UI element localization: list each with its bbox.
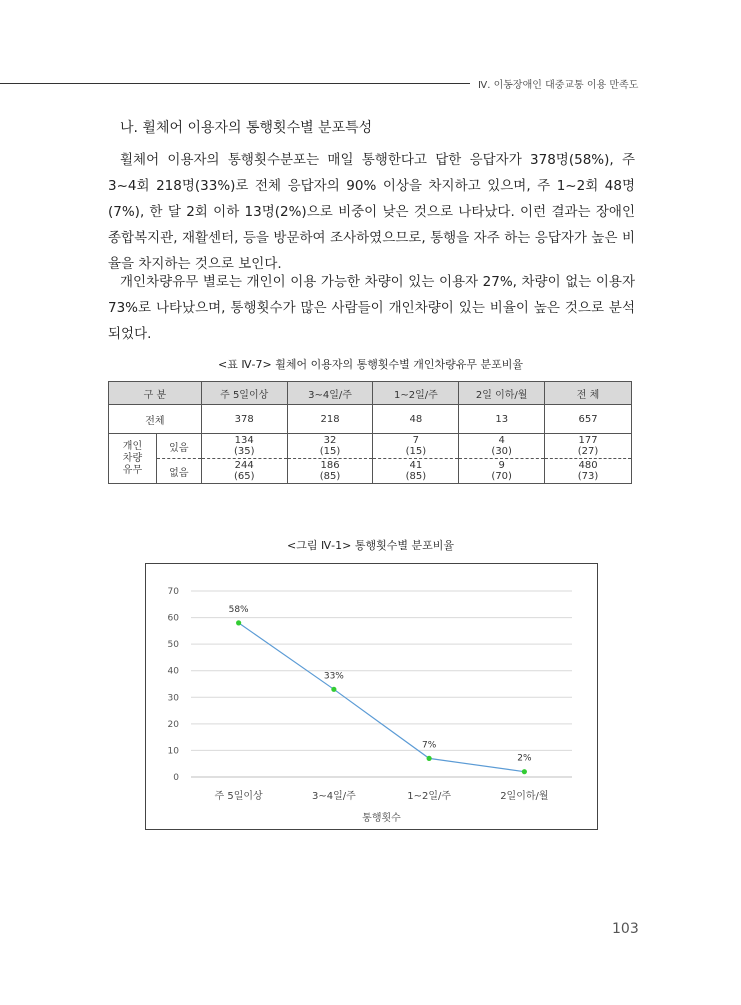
x-tick-label: 3~4일/주 bbox=[311, 791, 356, 802]
header-cell: 2일 이하/월 bbox=[459, 382, 545, 405]
paragraph-2: 개인차량유무 별로는 개인이 이용 가능한 차량이 있는 이용자 27%, 차량이 없는 이용자 73%로 나타났으며, 통행횟수가 많은 사람들이 개인차량이 있는 비율이 높은 것으로 분석되었다. bbox=[108, 274, 635, 342]
y-tick-label: 10 bbox=[167, 746, 179, 757]
table-caption: <표 Ⅳ-7> 휠체어 이용자의 통행횟수별 개인차량유무 분포비율 bbox=[218, 358, 523, 371]
table-cell: 7 (15) bbox=[373, 434, 459, 459]
table-cell: 480 (73) bbox=[545, 459, 632, 484]
chart-svg bbox=[146, 564, 597, 829]
data-point bbox=[522, 769, 527, 774]
figure-caption: <그림 Ⅳ-1> 통행횟수별 분포비율 bbox=[287, 539, 454, 552]
y-tick-label: 70 bbox=[167, 587, 179, 597]
header-cell: 구 분 bbox=[109, 382, 202, 405]
y-tick-label: 0 bbox=[173, 773, 179, 783]
table-cell: 13 bbox=[459, 405, 545, 434]
data-label: 33% bbox=[323, 671, 344, 682]
table-header-row bbox=[109, 382, 632, 405]
table-cell: 48 bbox=[373, 405, 459, 434]
x-axis-label: 통행횟수 bbox=[362, 813, 401, 824]
table-row-no bbox=[109, 459, 632, 484]
x-tick-label: 1~2일/주 bbox=[407, 791, 452, 802]
x-tick-label: 주 5일이상 bbox=[214, 791, 263, 802]
table-cell: 9 (70) bbox=[459, 459, 545, 484]
group-label: 개인 차량 유무 bbox=[109, 434, 157, 484]
table-cell: 4 (30) bbox=[459, 434, 545, 459]
table-cell: 177 (27) bbox=[545, 434, 632, 459]
y-tick-label: 20 bbox=[167, 719, 179, 730]
row-label: 전체 bbox=[109, 405, 202, 434]
row-label: 있음 bbox=[156, 434, 201, 459]
data-point bbox=[331, 687, 336, 692]
table-cell: 657 bbox=[545, 405, 632, 434]
header-rule bbox=[0, 83, 470, 84]
y-tick-label: 40 bbox=[167, 666, 179, 677]
line-chart bbox=[145, 563, 598, 830]
data-point bbox=[427, 756, 432, 761]
table-cell: 378 bbox=[201, 405, 287, 434]
page-number: 103 bbox=[612, 921, 639, 937]
data-label: 7% bbox=[421, 740, 437, 751]
table-cell: 41 (85) bbox=[373, 459, 459, 484]
table-cell: 186 (85) bbox=[287, 459, 373, 484]
data-point bbox=[236, 620, 241, 625]
x-tick-label: 2일이하/월 bbox=[500, 791, 549, 802]
running-header: Ⅳ. 이동장애인 대중교통 이용 만족도 bbox=[478, 80, 639, 91]
table-cell: 244 (65) bbox=[201, 459, 287, 484]
header-cell: 주 5일이상 bbox=[201, 382, 287, 405]
table-cell: 218 bbox=[287, 405, 373, 434]
header-cell: 3~4일/주 bbox=[287, 382, 373, 405]
row-label: 없음 bbox=[156, 459, 201, 484]
header-cell: 전 체 bbox=[545, 382, 632, 405]
data-label: 58% bbox=[228, 604, 249, 615]
table-row-yes bbox=[109, 434, 632, 459]
y-tick-label: 60 bbox=[167, 613, 179, 624]
y-tick-label: 30 bbox=[167, 693, 179, 704]
data-table bbox=[108, 381, 632, 484]
data-label: 2% bbox=[517, 753, 532, 764]
section-title: 나. 휠체어 이용자의 통행횟수별 분포특성 bbox=[120, 120, 373, 136]
header-cell: 1~2일/주 bbox=[373, 382, 459, 405]
y-tick-label: 50 bbox=[167, 640, 179, 651]
table-cell: 134 (35) bbox=[201, 434, 287, 459]
table-cell: 32 (15) bbox=[287, 434, 373, 459]
paragraph-1: 휠체어 이용자의 통행횟수분포는 매일 통행한다고 답한 응답자가 378명(58%), 주 3~4회 218명(33%)로 전체 응답자의 90% 이상을 차지하고 있으며, 주 1~2회 48명(7%), 한 달 2회 이하 13명(2%)으로 비중이 낮은 것으로 나타났다. 이런 결과는 장애인종합복지관, 재활센터, 등을 방문하여 조사하였으므로, 통행을 자주 하는 응답자가 높은 비율을 차지하는 것으로 보인다. bbox=[108, 152, 635, 272]
table-row-total bbox=[109, 405, 632, 434]
